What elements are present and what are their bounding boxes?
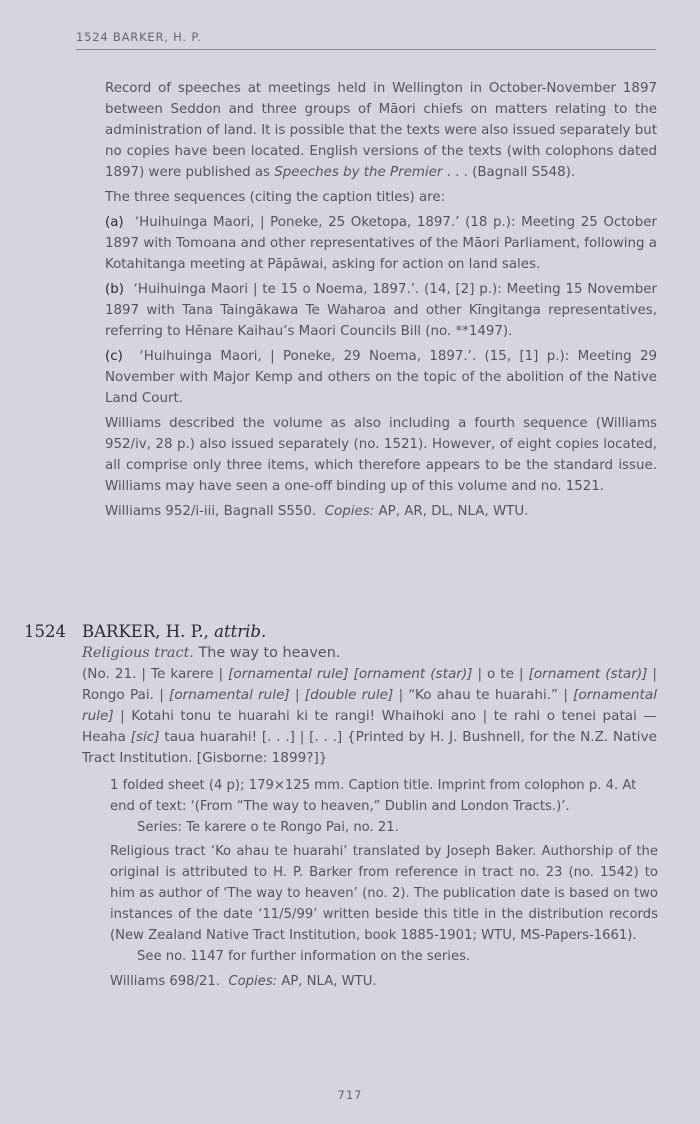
page-number: 717 bbox=[337, 1088, 363, 1102]
see-also-note: See no. 1147 for further information on the series. bbox=[137, 949, 471, 964]
sequence-item: (a) ‘Huihuinga Maori, | Poneke, 25 Oketopa, 1897.’ (18 p.): Meeting 25 October 1897 with Tomoana and other representatives of the Māori Parliament, following a Kotahitanga meeting at Pāpāwai, asking for action on land sales. bbox=[105, 215, 657, 272]
sequence-label: (b) bbox=[105, 282, 124, 297]
sequences-intro: The three sequences (citing the caption titles) are: bbox=[105, 190, 446, 205]
sequence-item: (c) ‘Huihuinga Maori, | Poneke, 29 Noema, 1897.’. (15, [1] p.): Meeting 29 November with Major Kemp and others on the topic of the abolition of the Native Land Court. bbox=[105, 349, 658, 406]
entry-heading: BARKER, H. P., attrib. bbox=[82, 622, 267, 641]
sequence-label: (a) bbox=[105, 215, 124, 230]
sequence-list bbox=[105, 212, 657, 522]
sequence-item: (b) ‘Huihuinga Maori | te 15 o Noema, 1897.’. (14, [2] p.): Meeting 15 November 1897 with Tana Taingākawa Te Waharoa and other Kīngitanga representatives, referring to Hēnare Kaihau’s Maori Councils Bill (no. **1497). bbox=[105, 282, 657, 339]
williams-note: Williams described the volume as also including a fourth sequence (Williams 952/iv, 28 p.) also issued separately (no. 1521). However, of eight copies located, all comprise only three items, which therefore appears to be the standard issue. Williams may have seen a one-off binding up of this volume and no. 1521. bbox=[105, 416, 657, 494]
references: Williams 952/i-iii, Bagnall S550. Copies: AP, AR, DL, NLA, WTU. bbox=[105, 504, 529, 519]
sequence-label: (c) bbox=[105, 349, 123, 364]
intro-paragraph: Record of speeches at meetings held in Wellington in October-November 1897 between Seddon and three groups of Māori chiefs on matters relating to the administration of land. It is possible that the texts were also issued separately but no copies have been located. English versions of the texts (with colophons dated 1897) were published as Speeches by the Premier . . . (Bagnall S548). bbox=[105, 81, 657, 180]
references: Williams 698/21. Copies: AP, NLA, WTU. bbox=[110, 974, 377, 989]
intro-title: Speeches by the Premier bbox=[274, 165, 443, 180]
entry-number: 1524 bbox=[24, 622, 66, 641]
authorship-note: Religious tract ‘Ko ahau te huarahi’ translated by Joseph Baker. Authorship of the original is attributed to H. P. Barker from reference in tract no. 23 (no. 1542) to him as author of ‘The way to heaven’ (no. 2). The publication date is based on two instances of the date ‘11/5/99’ written beside this title in the distribution records (New Zealand Native Tract Institution, book 1885-1901; WTU, MS-Papers-1661). bbox=[110, 844, 658, 943]
entry-title: Religious tract. The way to heaven. bbox=[82, 645, 341, 661]
physical-description bbox=[110, 775, 658, 838]
running-head: 1524 BARKER, H. P. bbox=[76, 30, 656, 50]
entry-notes bbox=[110, 841, 658, 992]
previous-entry-notes bbox=[105, 78, 657, 522]
collation: 1 folded sheet (4 p); 179×125 mm. Caption title. Imprint from colophon p. 4. At end of text: ‘(From “The way to heaven,” Dublin and London Tracts.)’. bbox=[110, 778, 637, 814]
series-statement: Series: Te karere o te Rongo Pai, no. 21. bbox=[137, 820, 399, 835]
title-transcription: (No. 21. | Te karere | [ornamental rule] [ornament (star)] | o te | [ornament (star)] | Rongo Pai. | [ornamental rule] | [double rule] | “Ko ahau te huarahi.” | [ornamental rule] | Kotahi tonu te huarahi ki te rangi! Whaihoki ano | te rahi o tenei patai — Heaha [sic] taua huarahi! [. . .] | [. . .] {Printed by H. J. Bushnell, for the N.Z. Native Tract Institution. [Gisborne: 1899?]} bbox=[82, 666, 657, 766]
